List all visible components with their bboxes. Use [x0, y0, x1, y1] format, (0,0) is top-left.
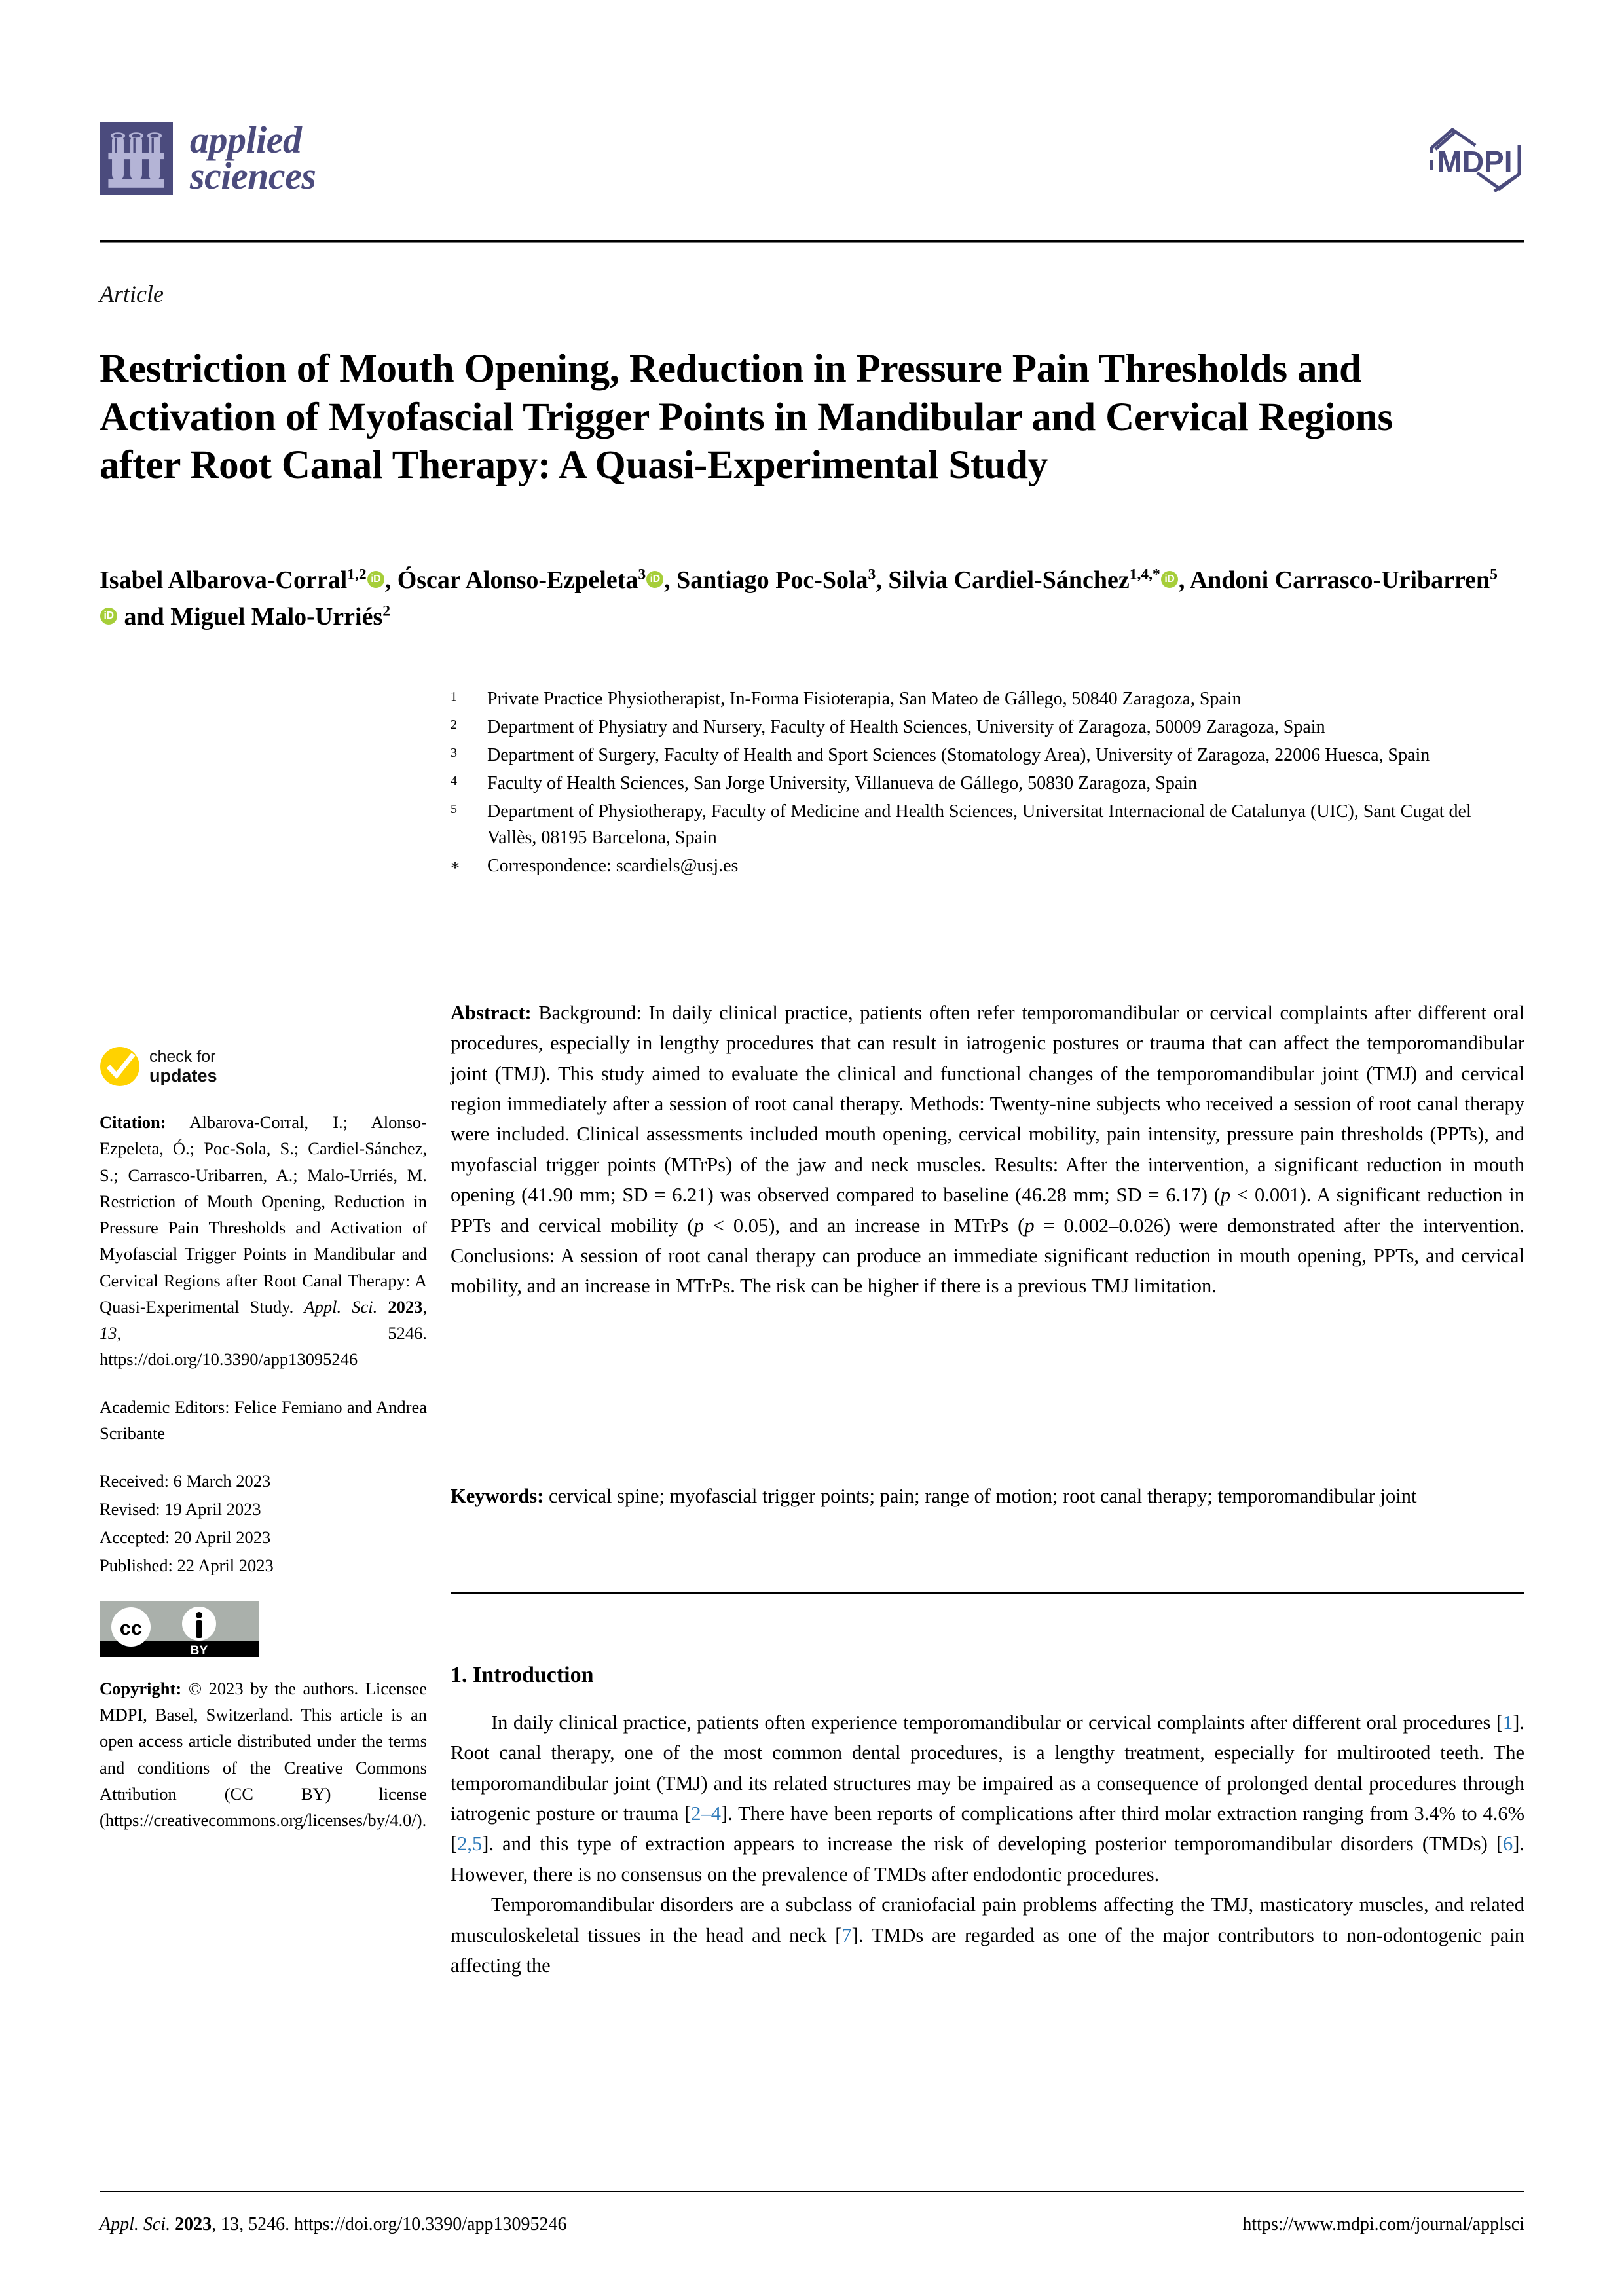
journal-title-line2: sciences [190, 155, 316, 197]
author-name: Santiago Poc-Sola [676, 566, 868, 594]
citation-journal: Appl. Sci. [304, 1296, 378, 1317]
author-item [170, 603, 390, 630]
introduction-paragraph-1 [451, 1707, 1524, 1889]
abstract-text-3: < 0.05), and an increase in MTrPs ( [703, 1214, 1025, 1237]
intro-p1-e: ]. However, there is no consensus on the prevalence of TMDs after endodontic procedures. [451, 1832, 1524, 1886]
citation-ref-link[interactable]: 2,5 [457, 1832, 483, 1855]
author-name: Isabel Albarova-Corral [100, 566, 348, 594]
by-text: BY [190, 1643, 208, 1657]
p-value-italic: p [693, 1214, 704, 1237]
mdpi-logo-text: MDPI [1437, 145, 1513, 179]
affiliation-item [451, 799, 1524, 852]
correspondence-marker: * [451, 858, 460, 879]
author-affil-sup: 1,4,* [1129, 566, 1160, 583]
author-item [888, 566, 1189, 594]
author-affil-sup: 3 [638, 566, 646, 583]
cc-text: cc [119, 1616, 143, 1639]
orcid-icon[interactable]: iD [1161, 571, 1178, 588]
author-name: Óscar Alonso-Ezpeleta [397, 566, 638, 594]
article-type-label: Article [100, 281, 164, 307]
footer-citation [100, 2214, 566, 2235]
intro-p1-c: ]. There have been reports of complications after third molar extraction ranging from 3.4% to 4.6% [ [451, 1802, 1524, 1855]
keywords-text: cervical spine; myofascial trigger points; pain; range of motion; root canal therapy; temporomandibular joint [544, 1485, 1417, 1507]
check-circle-icon [100, 1046, 140, 1087]
publication-dates [100, 1467, 427, 1580]
abstract-label: Abstract: [451, 1002, 532, 1024]
orcid-icon[interactable]: iD [100, 608, 117, 625]
author-list [100, 562, 1507, 635]
copyright-block [100, 1675, 427, 1834]
page-title: Restriction of Mouth Opening, Reduction in Pressure Pain Thresholds and Activation of Myofascial Trigger Points in Mandibular and Cervical Regions after Root Canal Therapy: A Quasi-Experimental Study [100, 346, 1393, 488]
creative-commons-by-badge-icon[interactable] [100, 1601, 259, 1657]
author-item [100, 566, 397, 594]
affiliation-item [451, 771, 1524, 797]
article-metadata-sidebar [100, 1046, 427, 1854]
date-revised: Revised: 19 April 2023 [100, 1499, 261, 1520]
intro-p1-a: In daily clinical practice, patients often experience temporomandibular or cervical complaints after different oral procedures [ [491, 1711, 1503, 1734]
citation-ref-link[interactable]: 7 [841, 1923, 852, 1946]
author-separator: , [1178, 566, 1190, 594]
affiliation-text: Private Practice Physiotherapist, In-Forma Fisioterapia, San Mateo de Gállego, 50840 Zaragoza, Spain [487, 689, 1242, 709]
affiliation-number: 5 [451, 801, 457, 816]
footer-citation-rest: , 13, 5246. https://doi.org/10.3390/app13095246 [212, 2214, 567, 2234]
introduction-body [451, 1707, 1524, 1980]
affiliation-list [451, 686, 1524, 884]
abstract-text-4: = 0.002–0.026) were demonstrated after the intervention. Conclusions: A session of root canal therapy can produce an immediate significant reduction in mouth opening, PPTs, and cervical mobility, and an increase in MTrPs. The risk can be higher if there is a previous TMJ limitation. [451, 1214, 1524, 1298]
author-affil-sup: 1,2 [347, 566, 367, 583]
footer-journal-url[interactable]: https://www.mdpi.com/journal/applsci [1242, 2214, 1524, 2234]
check-for-text: check for [149, 1047, 216, 1066]
section-heading-introduction: 1. Introduction [451, 1663, 594, 1687]
author-item [676, 566, 888, 594]
abstract-section [451, 998, 1524, 1302]
author-separator: , [384, 566, 397, 594]
correspondence-item [451, 853, 1524, 883]
author-item [397, 566, 676, 594]
p-value-italic: p [1220, 1184, 1231, 1207]
copyright-label: Copyright: [100, 1678, 182, 1698]
affiliation-number: 3 [451, 745, 457, 760]
p-value-italic: p [1024, 1214, 1035, 1237]
orcid-icon[interactable]: iD [367, 571, 384, 588]
citation-text: Albarova-Corral, I.; Alonso-Ezpeleta, Ó.; Poc-Sola, S.; Cardiel-Sánchez, S.; Carrasco-Uribarren, A.; Malo-Urriés, M. Restriction of Mouth Opening, Reduction in Pressure Pain Thresholds and Activation of Myofascial Trigger Points in Mandibular and Cervical Regions after Root Canal Therapy: A Quasi-Experimental Study. [100, 1112, 427, 1317]
affiliation-text: Department of Physiotherapy, Faculty of Medicine and Health Sciences, Universitat Internacional de Catalunya (UIC), Sant Cugat del Vallès, 08195 Barcelona, Spain [487, 801, 1471, 848]
keywords-label: Keywords: [451, 1485, 544, 1507]
mdpi-logo-icon [1426, 122, 1524, 197]
intro-p2-a: Temporomandibular disorders are a subclass of craniofacial pain problems affecting the TMJ, masticatory muscles, and related musculoskeletal tissues in the head and neck [ [451, 1893, 1524, 1946]
keywords-section [451, 1481, 1524, 1511]
citation-label: Citation: [100, 1112, 166, 1132]
journal-brand [100, 118, 316, 197]
affiliation-text: Department of Physiatry and Nursery, Faculty of Health Sciences, University of Zaragoza, 50009 Zaragoza, Spain [487, 716, 1325, 737]
page-header [100, 118, 1524, 233]
footer-divider [100, 2191, 1524, 2192]
copyright-text: © 2023 by the authors. Licensee MDPI, Basel, Switzerland. This article is an open access article distributed under the terms and conditions of the Creative Commons Attribution (CC BY) license (https://creativecommons.org/licenses/by/4.0/). [100, 1678, 427, 1831]
citation-pages: , 5246. [117, 1323, 427, 1343]
abstract-text-1: Background: In daily clinical practice, patients often refer temporomandibular or cervical complaints after different oral procedures, especially in lengthy procedures that can result in iatrogenic postures or trauma that can affect the temporomandibular joint (TMJ). This study aimed to evaluate the clinical and functional changes of the temporomandibular joint (TMJ) and cervical region immediately after a session of root canal therapy. Methods: Twenty-nine subjects who received a session of root canal therapy were included. Clinical assessments included mouth opening, cervical mobility, pain intensity, pressure pain thresholds (PPTs), and myofascial trigger points (MTrPs) of the jaw and neck muscles. Results: After the intervention, a significant reduction in mouth opening (41.90 mm; SD = 6.21) was observed compared to baseline (46.28 mm; SD = 6.17) ( [451, 1002, 1524, 1207]
orcid-icon[interactable]: iD [646, 571, 663, 588]
author-affil-sup: 3 [868, 566, 876, 583]
affiliation-item [451, 742, 1524, 769]
author-separator: and [118, 603, 171, 631]
intro-p1-b: ]. Root canal therapy, one of the most common dental procedures, is a lengthy treatment, especially for multirooted teeth. The temporomandibular joint (TMJ) and its related structures may be impaired as a consequence of prolonged dental procedures through iatrogenic posture or trauma [ [451, 1711, 1524, 1825]
footer-journal-name: Appl. Sci. [100, 2214, 171, 2234]
date-accepted: Accepted: 20 April 2023 [100, 1527, 271, 1548]
intro-p2-b: ]. TMDs are regarded as one of the major contributors to non-odontogenic pain affecting the [451, 1923, 1524, 1977]
author-name: Silvia Cardiel-Sánchez [888, 566, 1130, 594]
intro-p1-d: ]. and this type of extraction appears to increase the risk of developing posterior temporomandibular disorders (TMDs) [ [482, 1832, 1503, 1855]
affiliation-number: 2 [451, 717, 457, 732]
updates-text: updates [149, 1065, 217, 1085]
citation-ref-link[interactable]: 2–4 [691, 1802, 722, 1825]
citation-ref-link[interactable]: 1 [1502, 1711, 1513, 1734]
date-received: Received: 6 March 2023 [100, 1471, 271, 1491]
page-footer [100, 2214, 1524, 2235]
journal-title-line1: applied [190, 118, 302, 162]
affiliation-item [451, 686, 1524, 713]
crossmark-label [149, 1048, 217, 1085]
affiliation-text: Faculty of Health Sciences, San Jorge University, Villanueva de Gállego, 50830 Zaragoza, Spain [487, 773, 1198, 793]
author-name: Miguel Malo-Urriés [170, 603, 383, 631]
author-affil-sup: 2 [382, 602, 391, 620]
citation-volume: 13 [100, 1323, 117, 1343]
citation-doi[interactable]: https://doi.org/10.3390/app13095246 [100, 1349, 358, 1370]
abstract-body-divider [451, 1592, 1524, 1594]
journal-title [190, 118, 316, 197]
affiliation-number: 4 [451, 773, 457, 788]
crossmark-check-for-updates[interactable] [100, 1046, 427, 1087]
test-tubes-logo-icon [100, 122, 173, 195]
author-name: Andoni Carrasco-Uribarren [1189, 566, 1490, 594]
academic-editors: Academic Editors: Felice Femiano and Andrea Scribante [100, 1396, 427, 1443]
affiliation-item [451, 714, 1524, 741]
affiliation-text: Department of Surgery, Faculty of Health and Sport Sciences (Stomatology Area), University of Zaragoza, 22006 Huesca, Spain [487, 744, 1430, 765]
footer-year: 2023 [170, 2214, 212, 2234]
citation-ref-link[interactable]: 6 [1502, 1832, 1513, 1855]
author-affil-sup: 5 [1490, 566, 1498, 583]
author-separator: , [664, 566, 677, 594]
affiliation-number: 1 [451, 689, 457, 704]
abstract-text-2: < 0.001). A significant reduction in PPTs and cervical mobility ( [451, 1184, 1525, 1237]
citation-year: 2023 [388, 1296, 423, 1317]
citation-block: Citation: Albarova-Corral, I.; Alonso-Ezpeleta, Ó.; Poc-Sola, S.; Cardiel-Sánchez, S.; Carrasco-Uribarren, A.; Malo-Urriés, M. Restriction of Mouth Opening, Reduction in Pressure Pain Thresholds and Activation of Myofascial Trigger Points in Mandibular and Cervical Regions after Root Canal Therapy: A Quasi-Experimental Study. Appl. Sci. 2023, 13, 5246. https://doi.org/10.3390/app13095246 [100, 1112, 427, 1370]
author-separator: , [876, 566, 889, 594]
date-published: Published: 22 April 2023 [100, 1555, 274, 1575]
correspondence-text[interactable]: Correspondence: scardiels@usj.es [487, 856, 739, 877]
introduction-paragraph-2 [451, 1889, 1524, 1980]
header-divider [100, 240, 1524, 243]
